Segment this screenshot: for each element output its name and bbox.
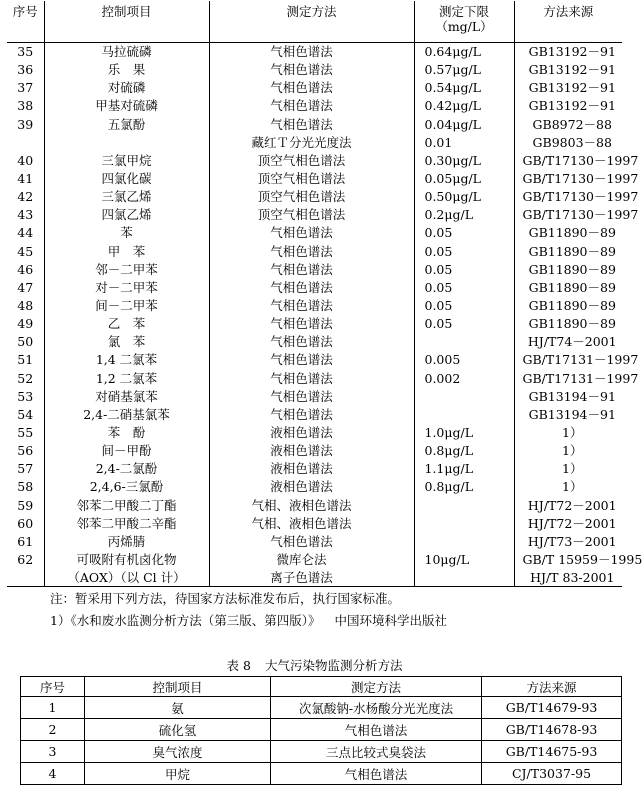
cell-seq: 53 bbox=[17, 388, 34, 404]
cell-seq: 36 bbox=[17, 62, 34, 78]
cell-source: GB11890－89 bbox=[514, 260, 622, 278]
cell-limit: 0.05 bbox=[414, 315, 514, 333]
cell-method: 气相色谱法 bbox=[209, 532, 414, 550]
table-row bbox=[7, 478, 622, 496]
header-limit bbox=[414, 1, 514, 43]
cell-seq: 43 bbox=[17, 207, 34, 223]
t8-cell-seq: 3 bbox=[21, 741, 85, 763]
cell-item: 丙烯腈 bbox=[44, 532, 209, 550]
cell-item: 四氯乙烯 bbox=[44, 206, 209, 224]
cell-method: 液相色谱法 bbox=[209, 478, 414, 496]
cell-item: 苯 酚 bbox=[44, 423, 209, 441]
cell-limit: 0.42μg/L bbox=[414, 97, 514, 115]
cell-item: 苯 bbox=[44, 224, 209, 242]
table8-caption bbox=[0, 656, 629, 674]
cell-limit: 0.05 bbox=[414, 242, 514, 260]
cell-limit: 0.30μg/L bbox=[414, 151, 514, 169]
cell-seq: 46 bbox=[17, 261, 34, 277]
cell-source: HJ/T73－2001 bbox=[514, 532, 622, 550]
cell-source: 1） bbox=[514, 478, 622, 496]
header-limit-label: 测定下限 bbox=[438, 4, 489, 19]
t8-header-method: 测定方法 bbox=[271, 677, 482, 697]
cell-seq: 45 bbox=[17, 243, 34, 259]
cell-method: 气相色谱法 bbox=[209, 242, 414, 260]
cell-seq: 42 bbox=[17, 189, 34, 205]
cell-seq: 47 bbox=[17, 279, 34, 295]
cell-source: GB13194－91 bbox=[514, 387, 622, 405]
cell-source: GB/T17130－1997 bbox=[514, 206, 622, 224]
cell-source: GB/T17130－1997 bbox=[514, 169, 622, 187]
cell-seq: 39 bbox=[17, 116, 34, 132]
table-row bbox=[7, 405, 622, 423]
table-row bbox=[7, 151, 622, 169]
table-row bbox=[7, 79, 622, 97]
cell-seq: 61 bbox=[17, 533, 34, 549]
table-row bbox=[7, 569, 622, 587]
cell-item: 2,4-二硝基氯苯 bbox=[44, 405, 209, 423]
cell-source: GB13192－91 bbox=[514, 97, 622, 115]
cell-limit: 0.54μg/L bbox=[414, 79, 514, 97]
cell-source: GB/T17130－1997 bbox=[514, 151, 622, 169]
cell-seq: 37 bbox=[17, 80, 34, 96]
cell-method: 气相色谱法 bbox=[209, 351, 414, 369]
cell-item: 邻－二甲苯 bbox=[44, 260, 209, 278]
cell-method: 气相色谱法 bbox=[209, 387, 414, 405]
cell-method: 气相色谱法 bbox=[209, 405, 414, 423]
table-note: 注：暂采用下列方法，待国家方法标准发布后，执行国家标准。 bbox=[50, 591, 401, 606]
cell-source: GB/T 15959－1995 bbox=[514, 550, 622, 568]
cell-limit: 0.8μg/L bbox=[414, 478, 514, 496]
cell-source: GB/T17131－1997 bbox=[514, 351, 622, 369]
cell-item: 可吸附有机卤化物 bbox=[44, 550, 209, 568]
table-row bbox=[7, 115, 622, 133]
cell-seq: 48 bbox=[17, 298, 34, 314]
table-row bbox=[7, 550, 622, 568]
cell-seq: 58 bbox=[17, 479, 34, 495]
cell-seq: 59 bbox=[17, 497, 34, 513]
cell-limit: 0.50μg/L bbox=[414, 188, 514, 206]
t8-cell-source: GB/T14675-93 bbox=[482, 741, 622, 763]
cell-limit: 0.04μg/L bbox=[414, 115, 514, 133]
cell-source: GB13194－91 bbox=[514, 405, 622, 423]
cell-source: 1） bbox=[514, 423, 622, 441]
cell-item: 三氯甲烷 bbox=[44, 151, 209, 169]
table-row bbox=[7, 61, 622, 79]
cell-item: 五氯酚 bbox=[44, 115, 209, 133]
table-row bbox=[7, 188, 622, 206]
t8-cell-item: 臭气浓度 bbox=[85, 741, 271, 763]
t8-cell-source: GB/T14679-93 bbox=[482, 697, 622, 719]
cell-item: 三氯乙烯 bbox=[44, 188, 209, 206]
header-source: 方法来源 bbox=[514, 1, 622, 43]
cell-item: 间－甲酚 bbox=[44, 442, 209, 460]
table-row bbox=[7, 43, 622, 61]
table-row bbox=[7, 278, 622, 296]
t8-header-source: 方法来源 bbox=[482, 677, 622, 697]
cell-method: 气相色谱法 bbox=[209, 97, 414, 115]
cell-method: 顶空气相色谱法 bbox=[209, 151, 414, 169]
table-header-row bbox=[7, 1, 622, 43]
cell-item: 对－二甲苯 bbox=[44, 278, 209, 296]
cell-item: 1,2 二氯苯 bbox=[44, 369, 209, 387]
table-row bbox=[7, 496, 622, 514]
header-limit-unit: （mg/L） bbox=[435, 19, 493, 34]
table-row bbox=[7, 224, 622, 242]
cell-item: 对硝基氯苯 bbox=[44, 387, 209, 405]
cell-method: 气相色谱法 bbox=[209, 260, 414, 278]
cell-limit: 0.05 bbox=[414, 260, 514, 278]
cell-source: GB11890－89 bbox=[514, 296, 622, 314]
cell-limit bbox=[414, 405, 514, 423]
table-row bbox=[21, 697, 622, 719]
t8-cell-item: 硫化氢 bbox=[85, 719, 271, 741]
cell-seq: 38 bbox=[17, 98, 34, 114]
cell-item: 马拉硫磷 bbox=[44, 43, 209, 61]
table-row bbox=[7, 369, 622, 387]
table-row bbox=[7, 133, 622, 151]
cell-limit: 0.05 bbox=[414, 224, 514, 242]
table-row bbox=[7, 97, 622, 115]
cell-item: 邻苯二甲酸二辛酯 bbox=[44, 514, 209, 532]
cell-method: 气相色谱法 bbox=[209, 79, 414, 97]
t8-cell-item: 氨 bbox=[85, 697, 271, 719]
cell-seq: 49 bbox=[17, 316, 34, 332]
water-methods-table bbox=[7, 1, 642, 587]
cell-limit bbox=[414, 532, 514, 550]
cell-method: 液相色谱法 bbox=[209, 442, 414, 460]
cell-item: 甲基对硫磷 bbox=[44, 97, 209, 115]
table-row bbox=[7, 423, 622, 441]
t8-header-item: 控制项目 bbox=[85, 677, 271, 697]
cell-limit bbox=[414, 514, 514, 532]
cell-limit: 0.8μg/L bbox=[414, 442, 514, 460]
cell-limit bbox=[414, 569, 514, 587]
t8-cell-source: CJ/T3037-95 bbox=[482, 763, 622, 785]
cell-method: 气相色谱法 bbox=[209, 315, 414, 333]
table8-title: 大气污染物监测分析方法 bbox=[264, 658, 403, 673]
cell-method: 微库仑法 bbox=[209, 550, 414, 568]
cell-item: 2,4,6-三氯酚 bbox=[44, 478, 209, 496]
table8-header-row bbox=[21, 677, 622, 697]
cell-method: 液相色谱法 bbox=[209, 460, 414, 478]
cell-method: 气相色谱法 bbox=[209, 61, 414, 79]
cell-source: GB/T17130－1997 bbox=[514, 188, 622, 206]
cell-method: 气相色谱法 bbox=[209, 278, 414, 296]
cell-limit bbox=[414, 387, 514, 405]
cell-method: 顶空气相色谱法 bbox=[209, 206, 414, 224]
table-row bbox=[7, 169, 622, 187]
header-seq: 序号 bbox=[7, 1, 44, 43]
cell-item: 氯 苯 bbox=[44, 333, 209, 351]
cell-limit: 0.05 bbox=[414, 296, 514, 314]
cell-source: GB11890－89 bbox=[514, 242, 622, 260]
cell-source: HJ/T72－2001 bbox=[514, 514, 622, 532]
table-row bbox=[7, 387, 622, 405]
cell-source: GB13192－91 bbox=[514, 43, 622, 61]
air-methods-table bbox=[20, 676, 622, 785]
table-row bbox=[21, 719, 622, 741]
cell-seq: 60 bbox=[17, 515, 34, 531]
cell-method: 气相色谱法 bbox=[209, 115, 414, 133]
t8-cell-source: GB/T14678-93 bbox=[482, 719, 622, 741]
reference-title: 1）《水和废水监测分析方法（第三版、第四版）》 bbox=[50, 613, 321, 628]
cell-item: 1,4 二氯苯 bbox=[44, 351, 209, 369]
table-row bbox=[21, 741, 622, 763]
cell-item: 甲 苯 bbox=[44, 242, 209, 260]
cell-seq: 50 bbox=[17, 334, 34, 350]
table-row bbox=[7, 351, 622, 369]
cell-seq: 55 bbox=[17, 425, 34, 441]
air-methods-body bbox=[21, 697, 622, 785]
cell-source: GB13192－91 bbox=[514, 79, 622, 97]
cell-seq: 56 bbox=[17, 443, 34, 459]
header-method: 测定方法 bbox=[209, 1, 414, 43]
cell-limit bbox=[414, 496, 514, 514]
table-row bbox=[7, 206, 622, 224]
cell-item: 2,4-二氯酚 bbox=[44, 460, 209, 478]
cell-limit: 0.01 bbox=[414, 133, 514, 151]
cell-source: 1） bbox=[514, 460, 622, 478]
cell-source: 1） bbox=[514, 442, 622, 460]
cell-method: 气相色谱法 bbox=[209, 369, 414, 387]
cell-limit: 1.1μg/L bbox=[414, 460, 514, 478]
cell-method: 气相色谱法 bbox=[209, 43, 414, 61]
cell-source: HJ/T 83-2001 bbox=[514, 569, 622, 587]
t8-cell-seq: 1 bbox=[21, 697, 85, 719]
table-row bbox=[7, 242, 622, 260]
cell-method: 藏红Ｔ分光光度法 bbox=[209, 133, 414, 151]
cell-source: GB9803－88 bbox=[514, 133, 622, 151]
table8-number: 表 8 bbox=[226, 658, 251, 673]
cell-limit bbox=[414, 333, 514, 351]
table-row bbox=[7, 532, 622, 550]
cell-method: 气相色谱法 bbox=[209, 296, 414, 314]
cell-method: 液相色谱法 bbox=[209, 423, 414, 441]
cell-item: 对硫磷 bbox=[44, 79, 209, 97]
cell-item: 间－二甲苯 bbox=[44, 296, 209, 314]
cell-seq: 62 bbox=[17, 552, 34, 567]
cell-source: GB11890－89 bbox=[514, 224, 622, 242]
table-row bbox=[7, 296, 622, 314]
t8-cell-method: 气相色谱法 bbox=[271, 719, 482, 741]
cell-limit: 0.64μg/L bbox=[414, 43, 514, 61]
cell-limit: 1.0μg/L bbox=[414, 423, 514, 441]
reference-note bbox=[50, 611, 447, 629]
cell-seq: 52 bbox=[17, 370, 34, 386]
cell-method: 气相色谱法 bbox=[209, 224, 414, 242]
t8-header-seq: 序号 bbox=[21, 677, 85, 697]
cell-method: 离子色谱法 bbox=[209, 569, 414, 587]
cell-method: 顶空气相色谱法 bbox=[209, 188, 414, 206]
cell-source: GB11890－89 bbox=[514, 278, 622, 296]
t8-cell-seq: 4 bbox=[21, 763, 85, 785]
cell-item: （AOX）（以 Cl 计） bbox=[44, 569, 209, 587]
cell-seq: 51 bbox=[17, 352, 34, 368]
cell-limit: 0.05μg/L bbox=[414, 169, 514, 187]
cell-limit: 0.005 bbox=[414, 351, 514, 369]
water-methods-body bbox=[7, 43, 642, 587]
cell-method: 气相色谱法 bbox=[209, 333, 414, 351]
cell-limit: 10μg/L bbox=[414, 550, 514, 568]
cell-seq bbox=[7, 569, 44, 587]
cell-item: 四氯化碳 bbox=[44, 169, 209, 187]
cell-item: 乐 果 bbox=[44, 61, 209, 79]
cell-method: 顶空气相色谱法 bbox=[209, 169, 414, 187]
t8-cell-item: 甲烷 bbox=[85, 763, 271, 785]
cell-limit: 0.2μg/L bbox=[414, 206, 514, 224]
cell-source: GB8972－88 bbox=[514, 115, 622, 133]
cell-source: HJ/T72－2001 bbox=[514, 496, 622, 514]
cell-item bbox=[44, 133, 209, 151]
cell-limit: 0.002 bbox=[414, 369, 514, 387]
t8-cell-method: 三点比较式臭袋法 bbox=[271, 741, 482, 763]
cell-seq: 40 bbox=[17, 152, 34, 168]
cell-limit: 0.05 bbox=[414, 278, 514, 296]
cell-seq: 35 bbox=[17, 44, 34, 60]
cell-seq: 57 bbox=[17, 461, 34, 477]
header-item: 控制项目 bbox=[44, 1, 209, 43]
table-row bbox=[7, 442, 622, 460]
table-row bbox=[7, 260, 622, 278]
cell-item: 邻苯二甲酸二丁酯 bbox=[44, 496, 209, 514]
cell-source: GB/T17131－1997 bbox=[514, 369, 622, 387]
reference-publisher: 中国环境科学出版社 bbox=[334, 613, 447, 628]
table-row bbox=[7, 333, 622, 351]
cell-method: 气相、液相色谱法 bbox=[209, 496, 414, 514]
cell-seq: 44 bbox=[17, 225, 34, 241]
cell-item: 乙 苯 bbox=[44, 315, 209, 333]
cell-method: 气相、液相色谱法 bbox=[209, 514, 414, 532]
cell-source: GB11890－89 bbox=[514, 315, 622, 333]
cell-source: HJ/T74－2001 bbox=[514, 333, 622, 351]
table-row bbox=[7, 514, 622, 532]
table-row bbox=[7, 315, 622, 333]
t8-cell-method: 次氯酸钠-水杨酸分光光度法 bbox=[271, 697, 482, 719]
cell-limit: 0.57μg/L bbox=[414, 61, 514, 79]
cell-seq bbox=[7, 133, 44, 151]
t8-cell-method: 气相色谱法 bbox=[271, 763, 482, 785]
cell-seq: 54 bbox=[17, 406, 34, 422]
t8-cell-seq: 2 bbox=[21, 719, 85, 741]
cell-source: GB13192－91 bbox=[514, 61, 622, 79]
table-row bbox=[7, 460, 622, 478]
cell-seq: 41 bbox=[17, 171, 34, 187]
table-row bbox=[21, 763, 622, 785]
